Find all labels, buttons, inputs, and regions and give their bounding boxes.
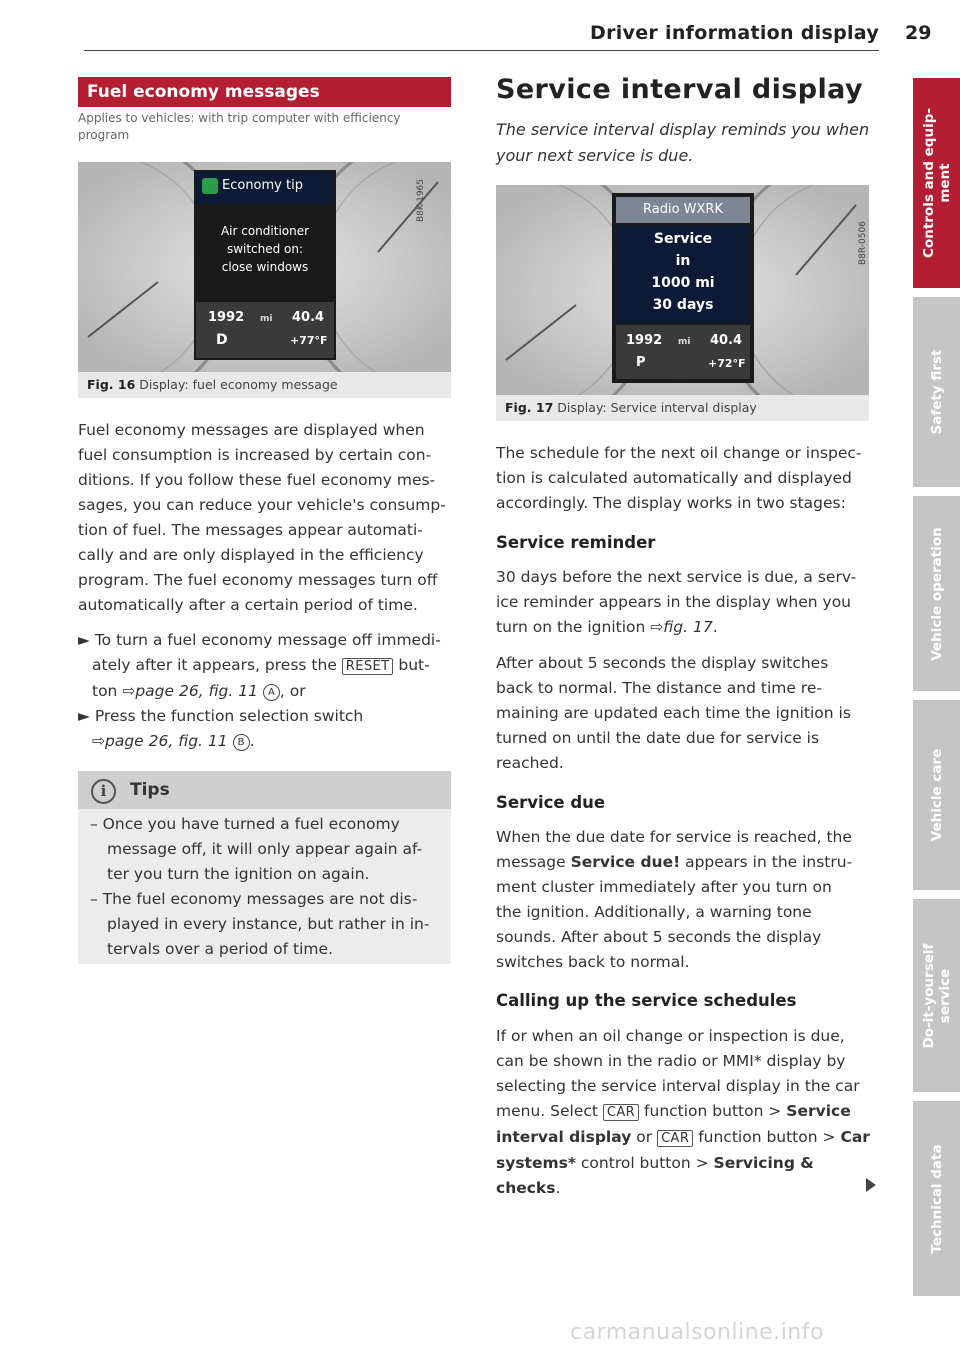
intro-line: The schedule for the next oil change or inspec- <box>496 444 862 462</box>
figure-17 <box>496 185 869 395</box>
due-line: When the due date for service is reached, the <box>496 828 852 846</box>
service-line-3: 1000 mi <box>651 275 715 291</box>
calling-paragraph <box>496 1024 881 1201</box>
tab-vehicle-operation[interactable] <box>913 496 960 691</box>
bullet-2-end: . <box>249 732 255 750</box>
figure-17-caption <box>496 395 869 421</box>
call-text: or <box>636 1128 653 1146</box>
menu-path-interval: interval display <box>496 1128 632 1146</box>
call-line: If or when an oil change or inspection is due, <box>496 1027 845 1045</box>
tab-label: Vehicle operation <box>928 526 945 661</box>
service-due-message: Service due! <box>570 853 681 871</box>
call-end: . <box>555 1179 561 1197</box>
odometer: 1992 <box>626 333 663 348</box>
due-line <box>496 850 881 875</box>
bullet-list <box>78 628 458 754</box>
bullet-2-line-2 <box>78 729 458 754</box>
car-key: CAR <box>657 1130 693 1147</box>
lead-line: The service interval display reminds you when <box>496 120 870 139</box>
lead-text <box>496 117 876 169</box>
para-line: ditions. If you follow these fuel economy mes- <box>78 471 436 489</box>
reminder-line: back to normal. The distance and time re- <box>496 679 822 697</box>
outside-temp: +72°F <box>708 357 746 370</box>
tips-text <box>90 812 450 962</box>
odometer: 1992 <box>208 310 245 325</box>
info-icon: i <box>91 779 116 804</box>
bullet-1-line-3 <box>78 679 458 704</box>
due-line: sounds. After about 5 seconds the display <box>496 928 822 946</box>
figure-17-label: Fig. 17 <box>505 400 554 415</box>
page-number: 29 <box>905 22 932 44</box>
reminder-line: turned on until the date due for service is <box>496 729 820 747</box>
economy-tip-line-2: switched on: <box>226 242 304 256</box>
page-ref-link[interactable]: ⇨page 26, fig. 11 <box>92 732 228 750</box>
section-title-bar: Fuel economy messages <box>78 77 451 107</box>
para-line: sages, you can reduce your vehicle's consump- <box>78 496 446 514</box>
tip-line: message off, it will only appear again af- <box>107 840 423 858</box>
heading-calling-up: Calling up the service schedules <box>496 991 797 1010</box>
gear-indicator: P <box>636 355 646 370</box>
odometer-unit: mi <box>678 337 691 347</box>
continue-arrow-icon <box>866 1178 876 1192</box>
bullet-1-text-cont: but- <box>398 656 430 674</box>
bullet-1-text: ately after it appears, press the <box>92 656 337 674</box>
due-line: ment cluster immediately after you turn on <box>496 878 832 896</box>
call-text: menu. Select <box>496 1102 598 1120</box>
call-text: function button > <box>698 1128 836 1146</box>
header-rule <box>84 50 879 51</box>
callout-a-marker: A <box>263 684 280 701</box>
running-header-title: Driver information display <box>590 22 880 44</box>
menu-path-systems: systems* <box>496 1154 576 1172</box>
trip-meter: 40.4 <box>710 333 743 348</box>
heading-service-reminder: Service reminder <box>496 533 656 552</box>
call-line: can be shown in the radio or MMI* display by <box>496 1052 846 1070</box>
service-line-1: Service <box>653 231 713 247</box>
bullet-1-line-2 <box>78 653 458 679</box>
trip-meter: 40.4 <box>292 310 325 325</box>
tip-line: ter you turn the ignition on again. <box>107 865 370 883</box>
callout-b-marker: B <box>233 734 250 751</box>
call-line: selecting the service interval display in the car <box>496 1077 860 1095</box>
para-line: fuel consumption is increased by certain con- <box>78 446 432 464</box>
reminder-paragraph-1 <box>496 565 881 640</box>
bullet-1-end: , or <box>279 682 306 700</box>
tab-technical-data[interactable] <box>913 1101 960 1296</box>
gear-indicator: D <box>216 332 228 348</box>
para-line: Fuel economy messages are displayed when <box>78 421 425 439</box>
tip-line: tervals over a period of time. <box>107 940 333 958</box>
menu-path-servicing: Servicing & <box>713 1154 814 1172</box>
due-line: switches back to normal. <box>496 953 690 971</box>
call-line <box>496 1125 881 1151</box>
due-text: message <box>496 853 566 871</box>
economy-tip-line-3: close windows <box>221 260 309 274</box>
call-text: function button > <box>644 1102 782 1120</box>
reminder-line: reached. <box>496 754 564 772</box>
tab-label: Vehicle care <box>928 748 945 842</box>
watermark: carmanualsonline.info <box>570 1320 824 1345</box>
tab-controls-and-equipment[interactable] <box>913 78 960 288</box>
lead-line: your next service is due. <box>496 146 694 165</box>
outside-temp: +77°F <box>290 334 328 347</box>
due-line: the ignition. Additionally, a warning tone <box>496 903 812 921</box>
service-line-2: in <box>675 253 691 269</box>
figure-17-caption-text: Display: Service interval display <box>557 400 757 415</box>
reminder-line <box>496 615 881 640</box>
call-line <box>496 1099 881 1125</box>
section-heading: Service interval display <box>496 74 863 105</box>
call-text: control button > <box>580 1154 709 1172</box>
para-line: program. The fuel economy messages turn off <box>78 571 438 589</box>
figure-16 <box>78 162 451 372</box>
tip-line: played in every instance, but rather in in- <box>107 915 430 933</box>
bullet-2-line-1: ► Press the function selection switch <box>78 707 364 725</box>
tips-label: Tips <box>130 780 170 800</box>
figure-code: B8R-0506 <box>858 221 868 265</box>
applies-note: Applies to vehicles: with trip computer with efficiency program <box>78 111 401 142</box>
call-line <box>496 1151 881 1176</box>
reminder-text: turn on the ignition <box>496 618 646 636</box>
menu-path-car: Car <box>840 1128 870 1146</box>
reminder-line: maining are updated each time the ignition is <box>496 704 851 722</box>
figure-ref-link[interactable]: ⇨fig. 17 <box>650 618 713 636</box>
tab-do-it-yourself-service[interactable] <box>913 899 960 1092</box>
intro-line: tion is calculated automatically and displayed <box>496 469 852 487</box>
reminder-line: ice reminder appears in the display when you <box>496 593 852 611</box>
due-text: appears in the instru- <box>685 853 853 871</box>
reset-key: RESET <box>342 658 394 675</box>
tip-line: – The fuel economy messages are not dis- <box>90 890 418 908</box>
tab-vehicle-care[interactable] <box>913 700 960 890</box>
figure-16-label: Fig. 16 <box>87 377 136 392</box>
radio-station: Radio WXRK <box>643 202 723 217</box>
intro-paragraph <box>496 441 881 516</box>
para-line: automatically after a certain period of time. <box>78 596 418 614</box>
page-ref-link[interactable]: ⇨page 26, fig. 11 <box>122 682 258 700</box>
tab-label: Do-it-yourself service <box>920 943 953 1048</box>
reminder-line: 30 days before the next service is due, a serv- <box>496 568 857 586</box>
economy-tip-line-1: Air conditioner <box>220 224 310 238</box>
figure-16-caption <box>78 372 451 398</box>
reminder-line: After about 5 seconds the display switches <box>496 654 829 672</box>
tab-label: Safety first <box>928 349 945 435</box>
figure-16-caption-text: Display: fuel economy message <box>139 377 338 392</box>
bullet-1-ton: ton <box>92 682 118 700</box>
economy-tip-icon <box>202 178 218 194</box>
economy-tip-title: Economy tip <box>222 178 303 193</box>
para-line: cally and are only displayed in the efficiency <box>78 546 424 564</box>
heading-service-due: Service due <box>496 793 606 812</box>
service-line-4: 30 days <box>652 297 714 313</box>
odometer-unit: mi <box>260 314 273 324</box>
tab-label: Controls and equip- ment <box>920 108 953 258</box>
tab-safety-first[interactable] <box>913 297 960 487</box>
reminder-paragraph-2 <box>496 651 881 776</box>
call-line <box>496 1176 881 1201</box>
due-paragraph <box>496 825 881 975</box>
bullet-1-line-1: ► To turn a fuel economy message off immedi- <box>78 631 441 649</box>
para-line: tion of fuel. The messages appear automati- <box>78 521 423 539</box>
fuel-economy-paragraph <box>78 418 458 618</box>
intro-line: accordingly. The display works in two stages: <box>496 494 846 512</box>
menu-path-service: Service <box>786 1102 851 1120</box>
tab-label: Technical data <box>928 1143 945 1254</box>
reminder-end: . <box>712 618 718 636</box>
tip-line: – Once you have turned a fuel economy <box>90 815 400 833</box>
figure-code: B8K-1965 <box>416 178 426 222</box>
car-key: CAR <box>603 1104 639 1121</box>
menu-path-checks: checks <box>496 1179 556 1197</box>
